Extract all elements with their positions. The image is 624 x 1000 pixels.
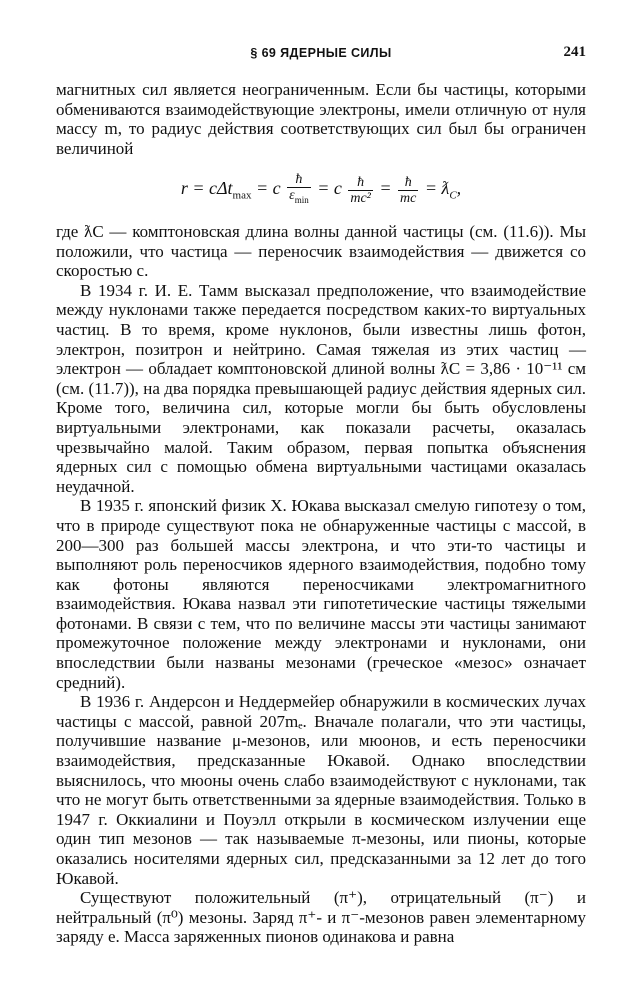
- paragraph-6: Существуют положительный (π⁺), отрицательный (π⁻) и нейтральный (π⁰) мезоны. Заряд π⁺- и π⁻-мезонов равен элементарному заряду e. Масса заряженных пионов одинакова и равна: [56, 888, 586, 947]
- frac-den-emin: [287, 188, 311, 208]
- formula-eq-4: =: [424, 178, 438, 199]
- formula-eq-2: =: [317, 178, 330, 199]
- frac-num-hbar-1: ħ: [287, 172, 311, 188]
- formula-rhs: ƛ: [441, 178, 450, 199]
- frac-num-hbar-2: ħ: [348, 175, 373, 191]
- frac-den-mc: mc: [400, 190, 417, 206]
- fraction-hbar-mc2: [348, 175, 373, 206]
- paragraph-4: В 1935 г. японский физик Х. Юкава высказал смелую гипотезу о том, что в природе существуют пока не обнаруженные частицы с массой, в 200—300 раз большей массы электрона, и что эти-то частицы и выполняют роль переносчиков ядерного взаимодействия, подобно тому как фотоны являются переносчиками электромагнитного взаимодействия. Юкава назвал эти гипотетические частицы тяжелыми фотонами. В связи с тем, что по величине массы эти частицы занимают промежуточное положение между электронами и нуклонами, они впоследствии были названы мезонами (греческое «мезос» означает средний).: [56, 496, 586, 692]
- formula-end: ,: [456, 178, 462, 199]
- frac-den-mc2: mc²: [350, 190, 371, 206]
- formula-c-2: c: [333, 178, 342, 199]
- formula-sub-max: max: [232, 190, 252, 202]
- running-header: [56, 46, 586, 64]
- page-number: 241: [563, 44, 586, 60]
- fraction-hbar-emin: [287, 172, 311, 208]
- formula-eq-1: =: [256, 178, 269, 199]
- formula-eq-3: =: [379, 178, 392, 199]
- paragraph-3: В 1934 г. И. Е. Тамм высказал предположение, что взаимодействие между нуклонами также передается посредством каких-то виртуальных частиц. В то время, кроме нуклонов, были известны лишь фотон, электрон, позитрон и нейтрино. Самая тяжелая из этих частиц — электрон — обладает комптоновской длиной волны ƛC = 3,86 · 10⁻¹¹ см (см. (11.7)), на два порядка превышающей радиус действия ядерных сил. Кроме того, величина сил, которые могли бы быть обусловлены виртуальными электронами, как показали расчеты, оказалась чрезвычайно малой. Таким образом, первая попытка объяснения ядерных сил с помощью обмена виртуальными частицами оказалась неудачной.: [56, 280, 586, 496]
- formula-c-1: c: [272, 178, 281, 199]
- fraction-hbar-mc: [398, 175, 418, 206]
- formula-sub-min: min: [294, 195, 309, 206]
- paragraph-5: В 1936 г. Андерсон и Неддермейер обнаружили в космических лучах частицы с массой, равной 207mₑ. Вначале полагали, что эти частицы, получившие название μ-мезонов, или мюонов, и есть переносчики взаимодействия, предсказанные Юкавой. Однако впоследствии выяснилось, что мюоны очень слабо взаимодействуют с нуклонами, так что не могут быть ответственными за ядерные взаимодействия. Только в 1947 г. Оккиалини и Поуэлл открыли в космическом излучении еще один тип мезонов — так называемые π-мезоны, или пионы, которые оказались носителями ядерных сил, предсказанными за 12 лет до того Юкавой.: [56, 692, 586, 888]
- text-body: [56, 80, 586, 947]
- frac-den-eps: ε: [289, 188, 295, 204]
- frac-num-hbar-3: ħ: [398, 175, 418, 191]
- paragraph-2: где ƛC — комптоновская длина волны данной частицы (см. (11.6)). Мы положили, что частица — переносчик взаимодействия — движется со скоростью c.: [56, 222, 586, 281]
- paragraph-1: магнитных сил является неограниченным. Если бы частицы, которыми обмениваются взаимодействующие электроны, имели отличную от нуля массу m, то радиус действия соответствующих сил был бы ограничен величиной: [56, 80, 586, 158]
- formula-radius: [56, 172, 586, 210]
- formula-sub-C: C: [449, 190, 457, 202]
- formula-lhs: r = cΔt: [180, 178, 233, 199]
- section-title: § 69 ЯДЕРНЫЕ СИЛЫ: [250, 46, 392, 60]
